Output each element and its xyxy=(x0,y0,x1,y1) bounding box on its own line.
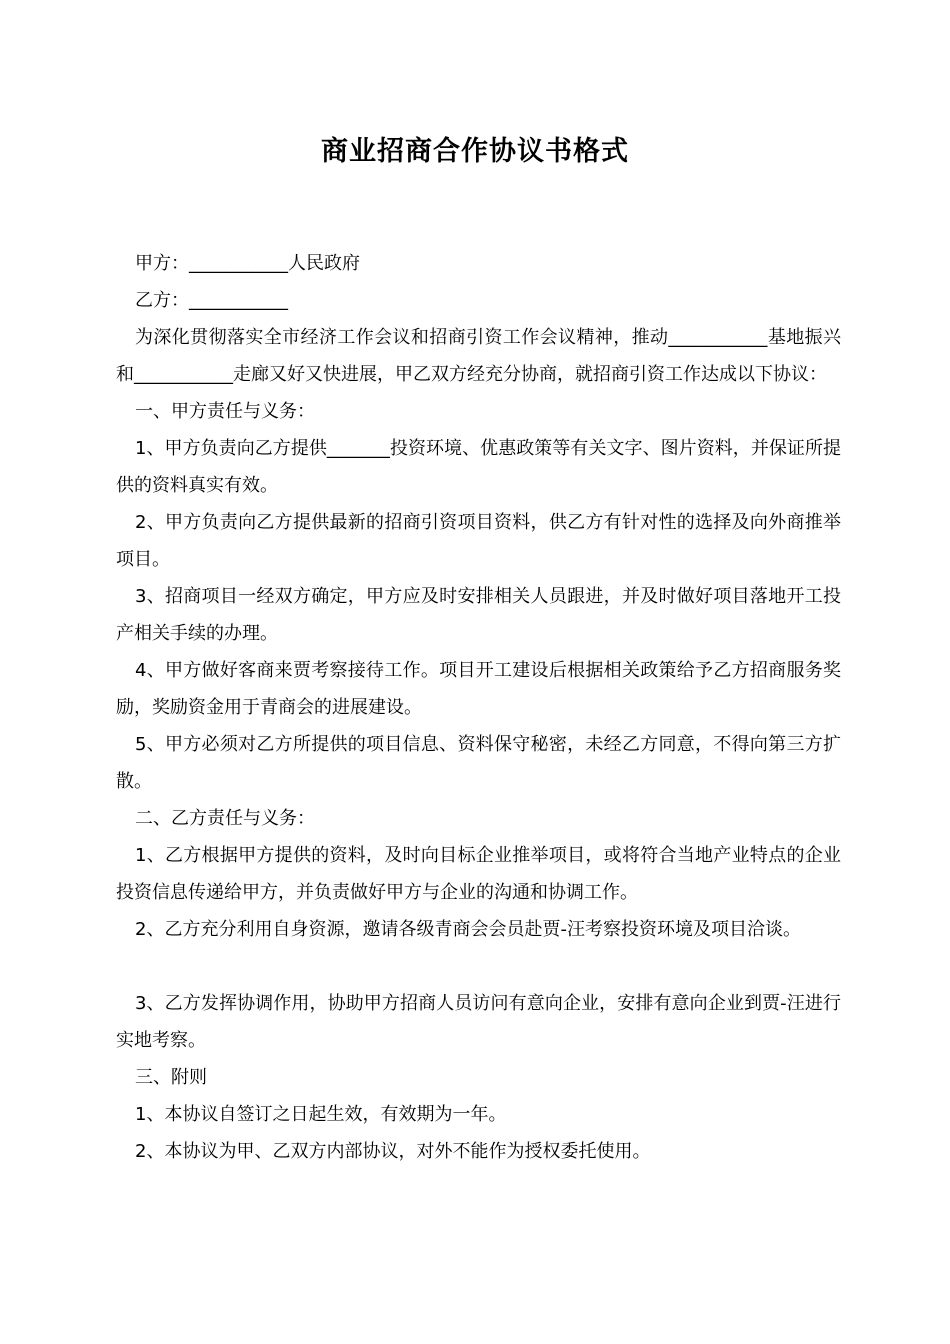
clause-b-1: 1、乙方根据甲方提供的资料，及时向目标企业推举项目，或将符合当地产业特点的企业投资信息传递给甲方，并负责做好甲方与企业的沟通和协调工作。 xyxy=(116,845,841,903)
section-heading-party-a: 一、甲方责任与义务： xyxy=(135,401,315,422)
clause-c-1: 1、本协议自签订之日起生效，有效期为一年。 xyxy=(135,1104,507,1125)
clause-a-3: 3、招商项目一经双方确定，甲方应及时安排相关人员跟进，并及时做好项目落地开工投产相关手续的办理。 xyxy=(116,586,841,644)
party-a-line: 甲方：___________人民政府 xyxy=(135,253,360,274)
preamble-paragraph: 为深化贯彻落实全市经济工作会议和招商引资工作会议精神，推动___________基地振兴和___________走廊又好又快进展，甲乙双方经充分协商，就招商引资工作达成以下协议： xyxy=(116,327,841,385)
clause-c-2: 2、本协议为甲、乙双方内部协议，对外不能作为授权委托使用。 xyxy=(135,1141,651,1162)
clause-a-2: 2、甲方负责向乙方提供最新的招商引资项目资料，供乙方有针对性的选择及向外商推举项目。 xyxy=(116,512,841,570)
party-b-line: 乙方：___________ xyxy=(135,290,288,311)
clause-b-2: 2、乙方充分利用自身资源，邀请各级青商会会员赴贾-汪考察投资环境及项目洽谈。 xyxy=(135,919,801,940)
clause-a-4: 4、甲方做好客商来贾考察接待工作。项目开工建设后根据相关政策给予乙方招商服务奖励，奖励资金用于青商会的进展建设。 xyxy=(116,660,841,718)
clause-a-1: 1、甲方负责向乙方提供_______投资环境、优惠政策等有关文字、图片资料，并保证所提供的资料真实有效。 xyxy=(116,438,841,496)
document-title: 商业招商合作协议书格式 xyxy=(321,136,629,167)
section-heading-appendix: 三、附则 xyxy=(135,1067,207,1088)
section-heading-party-b: 二、乙方责任与义务： xyxy=(135,808,315,829)
document-body xyxy=(116,245,841,1170)
clause-a-5: 5、甲方必须对乙方所提供的项目信息、资料保守秘密，未经乙方同意，不得向第三方扩散。 xyxy=(116,734,841,792)
clause-b-3: 3、乙方发挥协调作用，协助甲方招商人员访问有意向企业，安排有意向企业到贾-汪进行实地考察。 xyxy=(116,993,841,1051)
